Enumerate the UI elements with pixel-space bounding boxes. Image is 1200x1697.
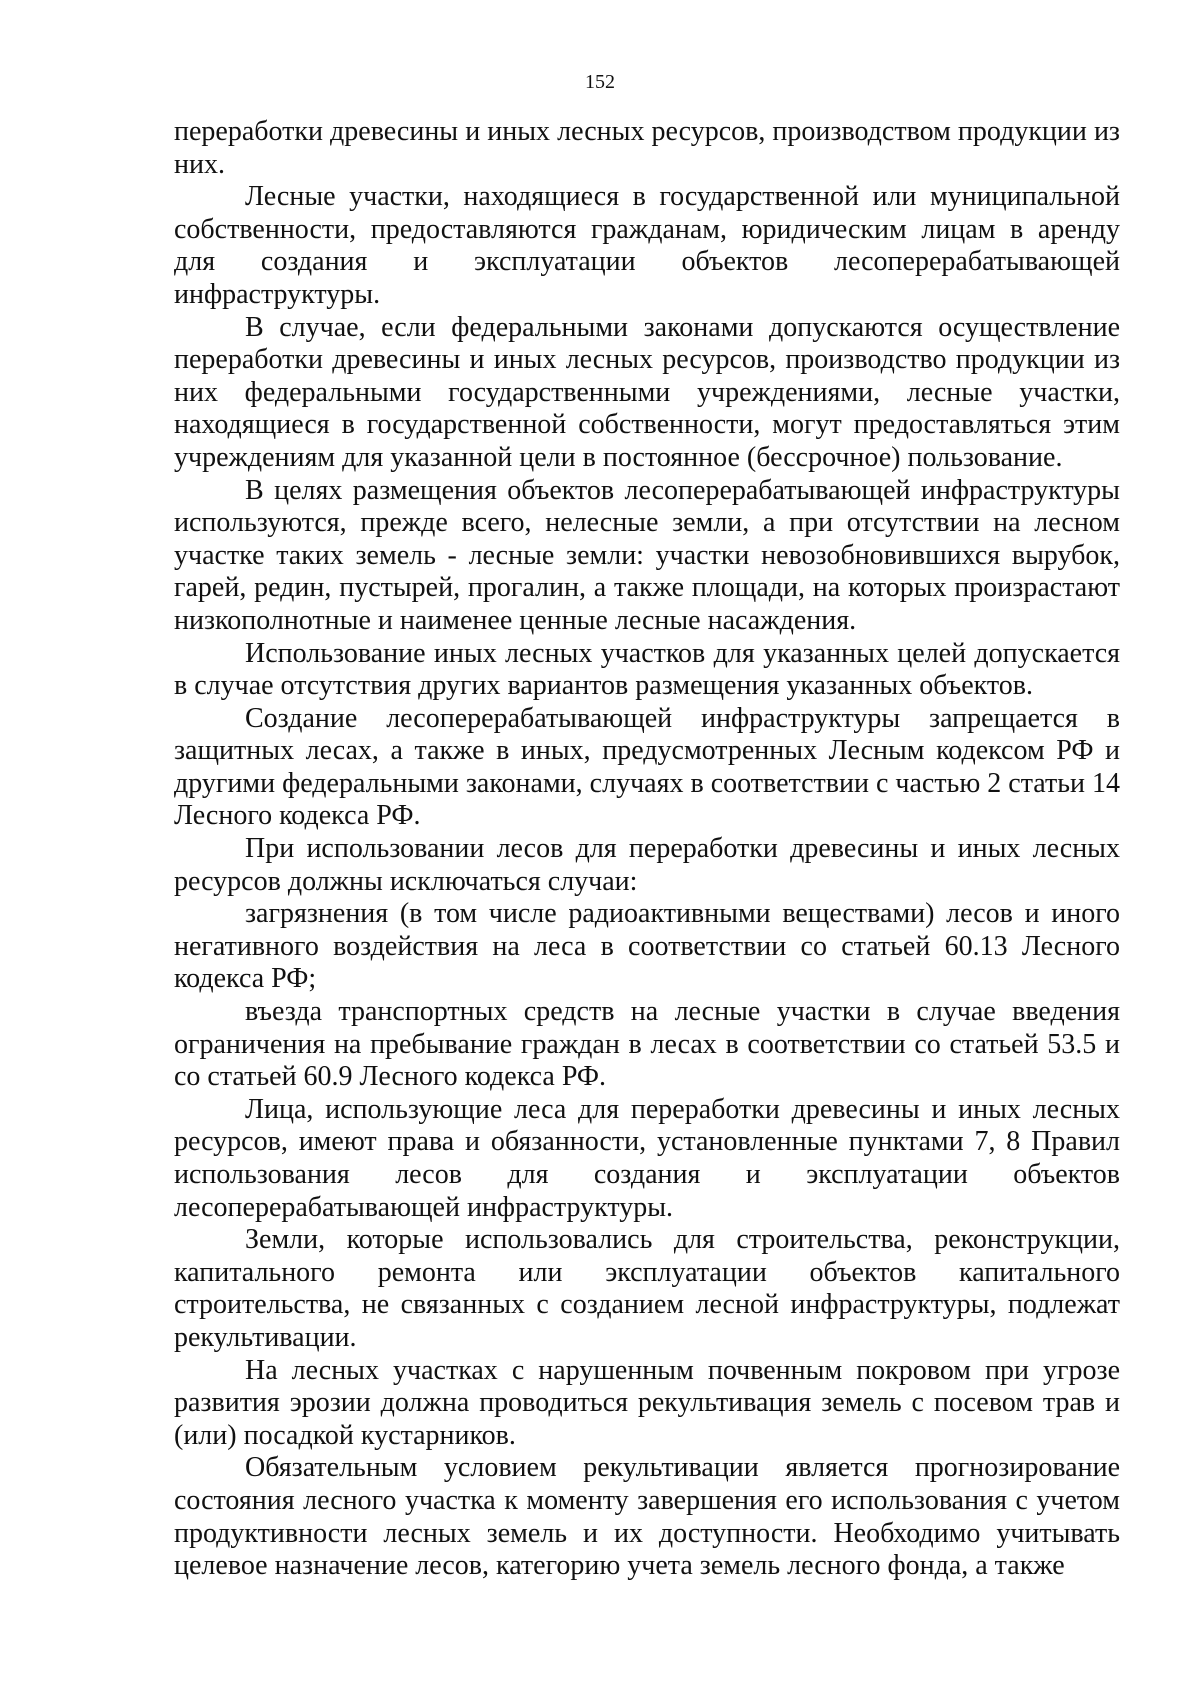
paragraph-12: На лесных участках с нарушенным почвенным покровом при угрозе развития эрозии должна проводиться рекультивация земель с посевом трав и (или) посадкой кустарников. [174,1354,1120,1451]
paragraph-6: Создание лесоперерабатывающей инфраструктуры запрещается в защитных лесах, а также в иных, предусмотренных Лесным кодексом РФ и другими федеральными законами, случаях в соответствии с частью 2 статьи 14 Лесного кодекса РФ. [174,702,1120,832]
page-number: 152 [585,71,615,93]
paragraph-9: въезда транспортных средств на лесные участки в случае введения ограничения на пребывание граждан в лесах в соответствии со статьей 53.5 и со статьей 60.9 Лесного кодекса РФ. [174,996,1120,1093]
paragraph-7: При использовании лесов для переработки древесины и иных лесных ресурсов должны исключаться случаи: [174,833,1120,897]
body-text [174,116,1120,1583]
paragraph-8: загрязнения (в том числе радиоактивными веществами) лесов и иного негативного воздействия на леса в соответствии со статьей 60.13 Лесного кодекса РФ; [174,898,1120,995]
paragraph-13: Обязательным условием рекультивации является прогнозирование состояния лесного участка к моменту завершения его использования с учетом продуктивности лесных земель и их доступности. Необходимо учитывать целевое назначение лесов, категорию учета земель лесного фонда, а также [174,1452,1120,1582]
paragraph-11: Земли, которые использовались для строительства, реконструкции, капитального ремонта или эксплуатации объектов капитального строительства, не связанных с созданием лесной инфраструктуры, подлежат рекультивации. [174,1224,1120,1353]
paragraph-2: Лесные участки, находящиеся в государственной или муниципальной собственности, предоставляются гражданам, юридическим лицам в аренду для создания и эксплуатации объектов лесоперерабатывающей инфраструктуры. [174,181,1120,310]
paragraph-1: переработки древесины и иных лесных ресурсов, производством продукции из них. [174,116,1120,180]
paragraph-5: Использование иных лесных участков для указанных целей допускается в случае отсутствия других вариантов размещения указанных объектов. [174,637,1120,702]
paragraph-4: В целях размещения объектов лесоперерабатывающей инфраструктуры используются, прежде всего, нелесные земли, а при отсутствии на лесном участке таких земель - лесные земли: участки невозобновившихся вырубок, гарей, редин, пустырей, прогалин, а также площади, на которых произрастают низкополнотные и наименее ценные лесные насаждения. [174,474,1120,636]
paragraph-3: В случае, если федеральными законами допускаются осуществление переработки древесины и иных лесных ресурсов, производство продукции из них федеральными государственными учреждениями, лесные участки, находящиеся в государственной собственности, могут предоставляться этим учреждениям для указанной цели в постоянное (бессрочное) пользование. [174,311,1120,473]
paragraph-10: Лица, использующие леса для переработки древесины и иных лесных ресурсов, имеют права и обязанности, установленные пунктами 7, 8 Правил использования лесов для создания и эксплуатации объектов лесоперерабатывающей инфраструктуры. [174,1093,1120,1223]
